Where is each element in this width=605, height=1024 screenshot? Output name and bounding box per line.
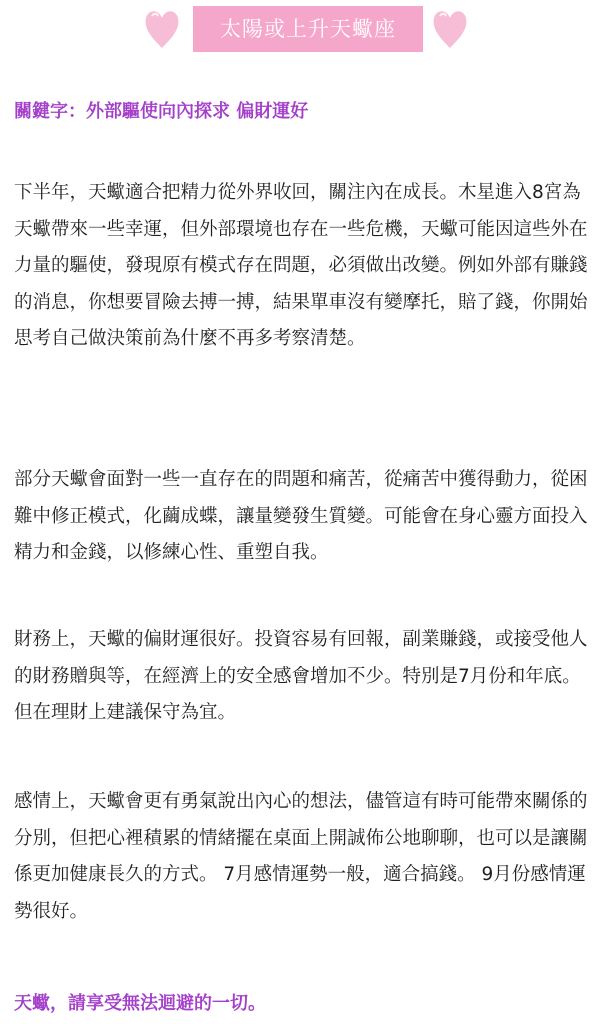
heart-icon [142,6,182,50]
paragraph-finance: 財務上，天蠍的偏財運很好。投資容易有回報，副業賺錢，或接受他人的財務贈與等，在經濟上的安全感會增加不少。特別是7月份和年底。但在理財上建議保守為宜。 [14,629,588,723]
page-title-text: 太陽或上升天蠍座 [220,17,396,41]
keyword-line: 關鍵字：外部驅使向內探求 偏財運好 [14,101,309,122]
closing-line: 天蠍，請享受無法迴避的一切。 [14,993,266,1014]
paragraph-love: 感情上，天蠍會更有勇氣說出內心的想法，儘管這有時可能帶來關係的分別，但把心裡積累的情緒擺在桌面上開誠佈公地聊聊，也可以是讓關係更加健康長久的方式。 7月感情運勢一般，適合搞錢。 9月份感情運勢很好。 [14,791,588,922]
header-banner [0,6,605,62]
page-title [193,6,423,52]
paragraph-growth: 部分天蠍會面對一些一直存在的問題和痛苦，從痛苦中獲得動力，從困難中修正模式，化繭成蝶，讓量變發生質變。可能會在身心靈方面投入精力和金錢，以修練心性、重塑自我。 [14,469,588,563]
paragraph-overview: 下半年，天蠍適合把精力從外界收回，關注內在成長。木星進入8宮為天蠍帶來一些幸運，但外部環境也存在一些危機，天蠍可能因這些外在力量的驅使，發現原有模式存在問題，必須做出改變。例如外部有賺錢的消息，你想要冒險去搏一搏，結果單車沒有變摩托，賠了錢，你開始思考自己做決策前為什麼不再多考察清楚。 [14,182,588,349]
heart-icon [430,6,470,50]
